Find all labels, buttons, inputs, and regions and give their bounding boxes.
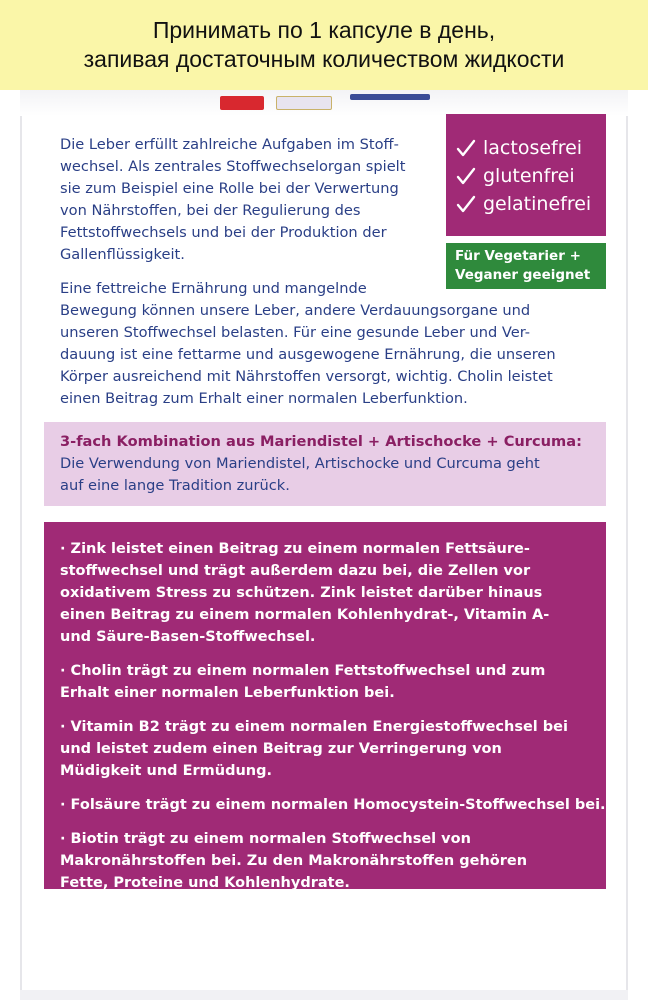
claim-label: glutenfrei — [483, 165, 575, 187]
benefit-folsaeure: · Folsäure trägt zu einem normalen Homocystein-Stoffwechsel bei. — [60, 797, 606, 813]
diet-paragraph: Eine fettreiche Ernährung und mangelnde Bewegung können unsere Leber, andere Verdauungsorgane und unseren Stoffwechsel belasten. Für eine gesunde Leber und Ver- dauung ist eine fettarme und ausgewogene Ernährung, die unseren Körper ausreichend mit Nährstoffen versorgt, wichtig. Cholin leistet einen Beitrag zum Erhalt einer normalen Leberfunktion. — [60, 280, 556, 407]
check-icon — [456, 138, 476, 158]
claims-box — [446, 114, 606, 236]
check-icon — [456, 166, 476, 186]
claim-gelatinefrei — [456, 190, 606, 218]
benefit-cholin: · Cholin trägt zu einem normalen Fettstoffwechsel und zum Erhalt einer normalen Leberfunktion bei. — [60, 663, 546, 701]
mirrored-logo-decoration — [220, 96, 264, 110]
banner-line-2: запивая достаточным количеством жидкости — [83, 46, 565, 72]
combination-box — [44, 422, 606, 506]
mirrored-logo-decoration-2 — [276, 96, 332, 110]
intro-paragraph: Die Leber erfüllt zahlreiche Aufgaben im Stoff- wechsel. Als zentrales Stoffwechselorgan spielt sie zum Beispiel eine Rolle bei der Verwertung von Nährstoffen, bei der Regulierung des Fettstoffwechsels und bei der Produktion der Gallenflüssigkeit. — [60, 136, 406, 263]
instruction-banner — [0, 0, 648, 90]
vegan-badge: Für Vegetarier + Veganer geeignet — [446, 243, 606, 289]
banner-line-1: Принимать по 1 капсуле в день, — [152, 17, 496, 43]
package-bottom-edge — [20, 990, 628, 1000]
claim-lactosefrei — [456, 134, 606, 162]
combination-title: 3-fach Kombination aus Mariendistel + Artischocke + Curcuma: — [60, 433, 582, 450]
check-icon — [456, 194, 476, 214]
claim-label: lactosefrei — [483, 137, 583, 159]
mirrored-logo-decoration-3 — [350, 94, 430, 100]
claim-glutenfrei — [456, 162, 606, 190]
combination-text: Die Verwendung von Mariendistel, Artischocke und Curcuma geht auf eine lange Tradition zurück. — [60, 455, 540, 494]
benefit-zink: · Zink leistet einen Beitrag zu einem normalen Fettsäure- stoffwechsel und trägt außerdem dazu bei, die Zellen vor oxidativem Stress zu schützen. Zink leistet darüber hinaus einen Beitrag zu einem normalen Kohlenhydrat-, Vitamin A- und Säure-Basen-Stoffwechsel. — [60, 541, 550, 645]
benefit-vitamin-b2: · Vitamin B2 trägt zu einem normalen Energiestoffwechsel bei und leistet zudem einen Beitrag zur Verringerung von Müdigkeit und Ermüdung. — [60, 719, 568, 779]
claim-label: gelatinefrei — [483, 193, 592, 215]
package-top-edge — [20, 90, 628, 116]
benefit-biotin: · Biotin trägt zu einem normalen Stoffwechsel von Makronährstoffen bei. Zu den Makronährstoffen gehören Fette, Proteine und Kohlenhydrate. — [60, 831, 528, 891]
benefits-box — [44, 522, 606, 889]
